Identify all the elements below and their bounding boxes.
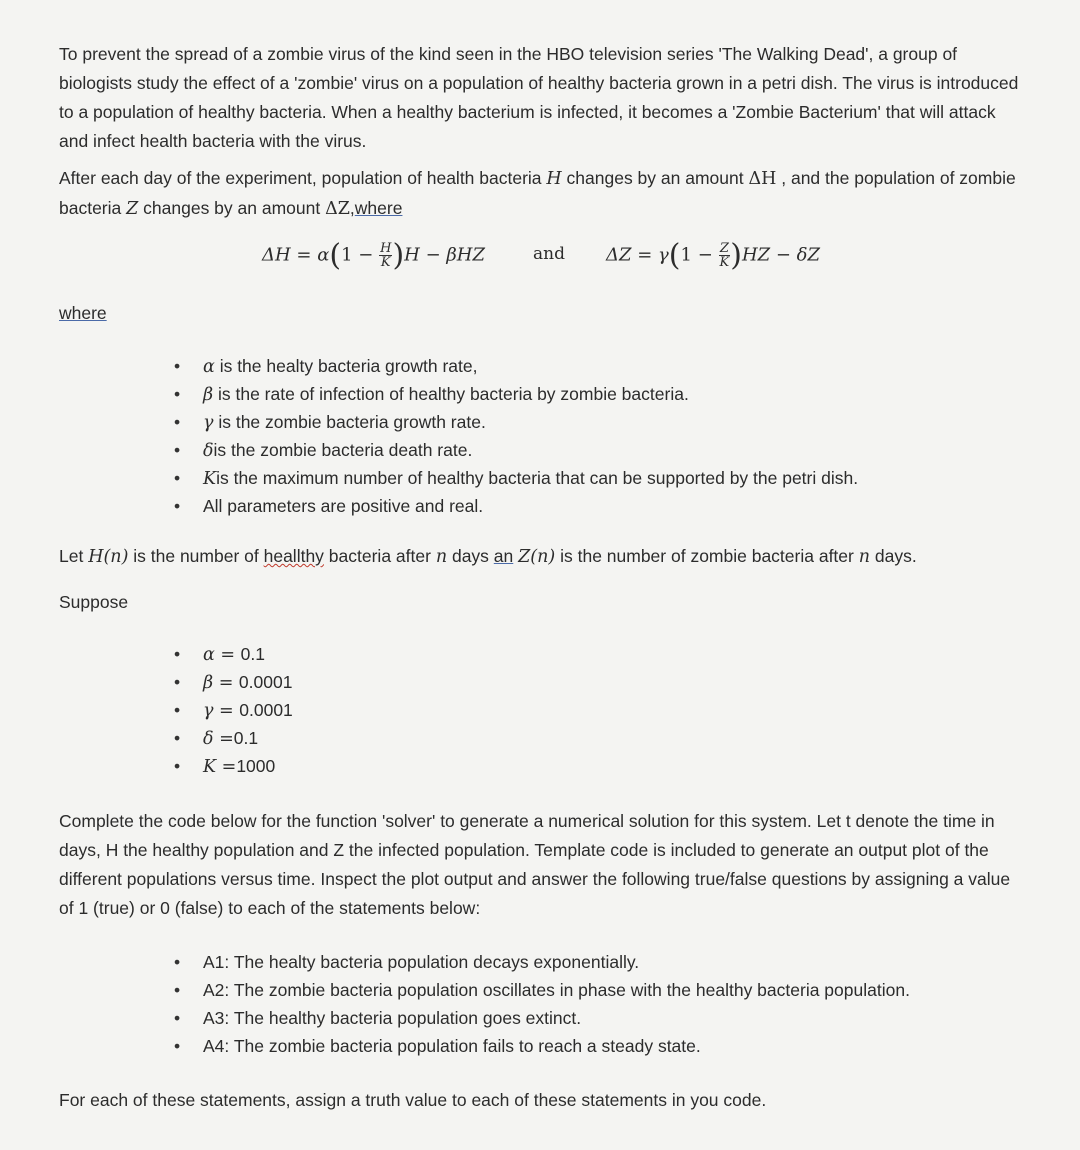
list-item: • β is the rate of infection of healthy bacteria by zombie bacteria. (174, 380, 858, 408)
list-item: • δis the zombie bacteria death rate. (174, 436, 858, 464)
math-delta-Z: ΔZ (325, 199, 350, 219)
equation-delta-H: ΔH = α(1 − $\frac{H}{K}$ )H − βHZ (262, 238, 486, 273)
equation-and: and (533, 244, 565, 264)
list-item: • α = 0.1 (174, 640, 293, 668)
fraction-H-over-K: $\frac{H}{K}$ (380, 241, 392, 270)
statement-a2: • A2: The zombie bacteria population oscillates in phase with the healthy bacteria population. (174, 976, 910, 1004)
where-link: where (354, 198, 403, 218)
list-item: • Kis the maximum number of healthy bacteria that can be supported by the petri dish. (174, 464, 858, 492)
underlined-word: an (493, 546, 514, 566)
suppose-label: Suppose (59, 592, 129, 612)
change-paragraph: After each day of the experiment, population of health bacteria H changes by an amount ΔH , and the population of zombie bacteria Z changes by an amount ΔZ,where (59, 168, 1016, 219)
let-paragraph: Let H(n) is the number of heallthy bacteria after n days an Z(n) is the number of zombie bacteria after n days. (59, 546, 917, 567)
math-H-n: H(n) (88, 547, 129, 567)
misspelled-word: heallthy (263, 546, 324, 566)
math-H: H (546, 169, 562, 189)
list-item: • δ =0.1 (174, 724, 293, 752)
list-item: • β = 0.0001 (174, 668, 293, 696)
math-Z: Z (126, 199, 139, 219)
statements-list (174, 948, 910, 1060)
statement-a1: • A1: The healty bacteria population decays exponentially. (174, 948, 910, 976)
equation-delta-Z: ΔZ = γ(1 − $\frac{Z}{K}$ )HZ − δZ (606, 238, 821, 273)
list-item: • All parameters are positive and real. (174, 492, 858, 520)
complete-paragraph: Complete the code below for the function 'solver' to generate a numerical solution for this system. Let t denote the time in days, H the healthy population and Z the infected population. Template code is included to generate an output plot of the different populations versus time. Inspect the plot output and answer the following true/false questions by assigning a value of 1 (true) or 0 (false) to each of the statements below: (59, 811, 1011, 918)
statement-a3: • A3: The healthy bacteria population goes extinct. (174, 1004, 910, 1032)
statement-a4: • A4: The zombie bacteria population fails to reach a steady state. (174, 1032, 910, 1060)
where-label: where (59, 303, 107, 323)
intro-paragraph: To prevent the spread of a zombie virus of the kind seen in the HBO television series 'The Walking Dead', a group of biologists study the effect of a 'zombie' virus on a population of healthy bacteria grown in a petri dish. The virus is introduced to a population of healthy bacteria. When a healthy bacterium is infected, it becomes a 'Zombie Bacterium' that will attack and infect health bacteria with the virus. (59, 44, 1019, 151)
list-item: • γ is the zombie bacteria growth rate. (174, 408, 858, 436)
parameter-description-list (174, 352, 858, 520)
list-item: • γ = 0.0001 (174, 696, 293, 724)
parameter-values-list (174, 640, 293, 780)
math-Z-n: Z(n) (518, 547, 556, 567)
final-paragraph: For each of these statements, assign a truth value to each of these statements in you code. (59, 1090, 767, 1110)
fraction-Z-over-K: $\frac{Z}{K}$ (719, 241, 730, 270)
list-item: • K =1000 (174, 752, 293, 780)
math-delta-H: ΔH (748, 169, 777, 189)
equations-row (0, 232, 1080, 292)
list-item: • α is the healty bacteria growth rate, (174, 352, 858, 380)
